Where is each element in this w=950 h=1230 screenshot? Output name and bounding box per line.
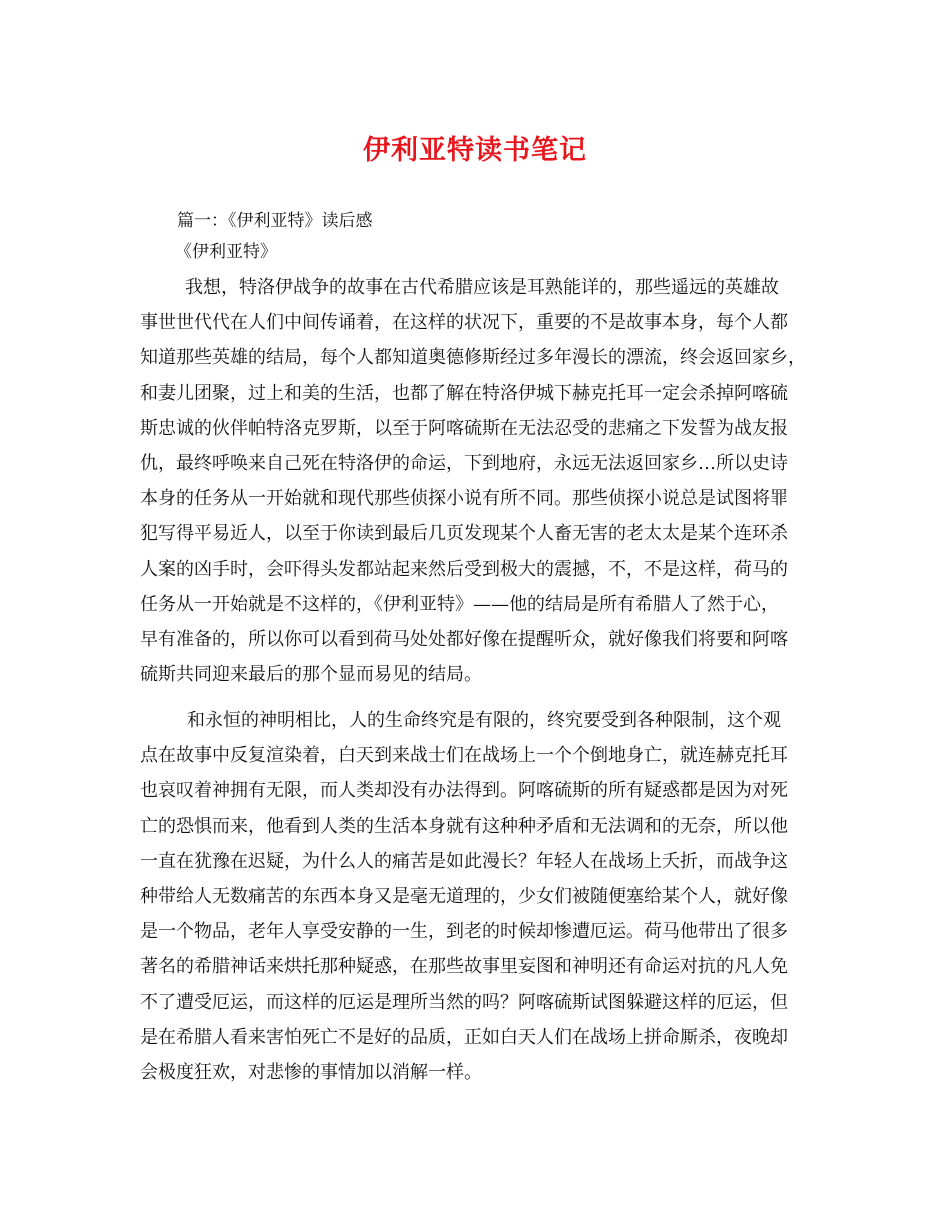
paragraph-line: 是在希腊人看来害怕死亡不是好的品质，正如白天人们在战场上拼命厮杀，夜晚却 [140, 1026, 788, 1048]
paragraph-line: 事世世代代在人们中间传诵着，在这样的状况下，重要的不是故事本身，每个人都 [140, 312, 788, 334]
paragraph-line: 仇，最终呼唤来自己死在特洛伊的命运，下到地府，永远无法返回家乡…所以史诗 [140, 452, 788, 474]
paragraph-line: 人案的凶手时，会吓得头发都站起来然后受到极大的震撼，不，不是这样，荷马的 [140, 558, 788, 580]
paragraph-line: 任务从一开始就是不这样的，《伊利亚特》——他的结局是所有希腊人了然于心， [140, 593, 779, 615]
paragraph-line: 点在故事中反复渲染着，白天到来战士们在战场上一个个倒地身亡，就连赫克托耳 [140, 745, 788, 767]
paragraph-line: 和妻儿团聚，过上和美的生活，也都了解在特洛伊城下赫克托耳一定会杀掉阿喀硫 [140, 382, 788, 404]
paragraph-line: 是一个物品，老年人享受安静的一生，到老的时候却惨遭厄运。荷马他带出了很多 [140, 921, 788, 943]
paragraph-line: 硫斯共同迎来最后的那个显而易见的结局。 [140, 664, 482, 686]
paragraph-line: 知道那些英雄的结局，每个人都知道奥德修斯经过多年漫长的漂流，终会返回家乡， [140, 347, 806, 369]
paragraph-1 [140, 270, 820, 692]
paragraph-line: 种带给人无数痛苦的东西本身又是毫无道理的，少女们被随便塞给某个人，就好像 [140, 885, 788, 907]
paragraph-line: 亡的恐惧而来，他看到人类的生活本身就有这种种矛盾和无法调和的无奈，所以他 [140, 815, 788, 837]
paragraph-2 [140, 703, 820, 1090]
paragraph-line: 犯写得平易近人，以至于你读到最后几页发现某个人畜无害的老太太是某个连环杀 [140, 523, 788, 545]
paragraph-line: 著名的希腊神话来烘托那种疑惑，在那些故事里妄图和神明还有命运对抗的凡人免 [140, 956, 788, 978]
paragraph-line: 我想，特洛伊战争的故事在古代希腊应该是耳熟能详的，那些遥远的英雄故 [185, 277, 779, 298]
work-title: 《伊利亚特》 [175, 242, 277, 262]
section-heading: 篇一：《伊利亚特》读后感 [177, 211, 373, 231]
paragraph-line: 一直在犹豫在迟疑，为什么人的痛苦是如此漫长？年轻人在战场上夭折，而战争这 [140, 850, 788, 872]
paragraph-line: 本身的任务从一开始就和现代那些侦探小说有所不同。那些侦探小说总是试图将罪 [140, 488, 788, 510]
paragraph-line: 会极度狂欢，对悲惨的事情加以消解一样。 [140, 1061, 482, 1083]
paragraph-line: 早有准备的，所以你可以看到荷马处处都好像在提醒听众，就好像我们将要和阿喀 [140, 628, 788, 650]
paragraph-line: 和永恒的神明相比，人的生命终究是有限的，终究要受到各种限制，这个观 [187, 710, 781, 731]
paragraph-line: 不了遭受厄运，而这样的厄运是理所当然的吗？阿喀硫斯试图躲避这样的厄运，但 [140, 991, 788, 1013]
paragraph-line: 斯忠诚的伙伴帕特洛克罗斯，以至于阿喀硫斯在无法忍受的悲痛之下发誓为战友报 [140, 417, 788, 439]
document-title: 伊利亚特读书笔记 [363, 135, 587, 166]
paragraph-line: 也哀叹着神拥有无限，而人类却没有办法得到。阿喀硫斯的所有疑惑都是因为对死 [140, 780, 788, 802]
